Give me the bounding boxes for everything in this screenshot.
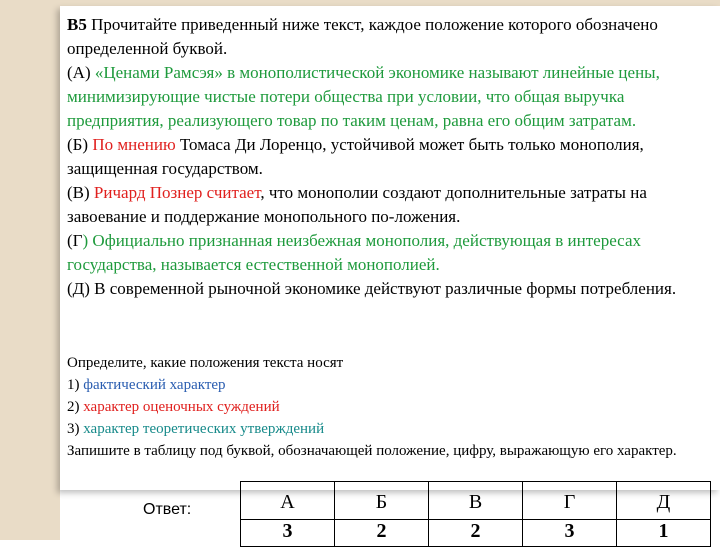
instructions-final: Запишите в таблицу под буквой, обозначающей положение, цифру, выражающую его характер.: [67, 443, 677, 459]
answer-header-cell: Г: [523, 482, 617, 520]
answer-value-cell[interactable]: 3: [241, 520, 335, 547]
statement-a: (А) «Ценами Рамсэя» в монополистической экономике называют линейные цены, минимизирующие чистые потери общества при условии, что общая выручка предприятия, реализующего товар по таким ценам, равна его общим затратам.: [67, 63, 660, 130]
answer-value-cell[interactable]: 1: [617, 520, 711, 547]
answer-value-cell[interactable]: 2: [335, 520, 429, 547]
option-2: 2) характер оценочных суждений: [67, 399, 280, 415]
answer-header-cell: Д: [617, 482, 711, 520]
instructions-intro: Определите, какие положения текста носят: [67, 355, 344, 371]
statement-c: (В) Ричард Познер считает, что монополии создают дополнительные затраты на завоевание и поддержание монопольного по-ложения.: [67, 183, 647, 226]
task-text: [67, 13, 717, 301]
answer-header-cell: Б: [335, 482, 429, 520]
answer-header-cell: В: [429, 482, 523, 520]
task-number: В5: [67, 15, 87, 34]
answer-value-cell[interactable]: 2: [429, 520, 523, 547]
option-1: 1) фактический характер: [67, 377, 226, 393]
statement-d: (Г) Официально признанная неизбежная монополия, действующая в интересах государства, называется естественной монополией.: [67, 231, 641, 274]
answer-value-cell[interactable]: 3: [523, 520, 617, 547]
statement-e: (Д) В современной рыночной экономике действуют различные формы потребления.: [67, 279, 677, 298]
left-background-strip: [0, 0, 60, 540]
answer-header-cell: А: [241, 482, 335, 520]
statement-b: (Б) По мнению Томаса Ди Лоренцо, устойчивой может быть только монополия, защищенная государством.: [67, 135, 644, 178]
task-lead: В5 Прочитайте приведенный ниже текст, каждое положение которого обозначено определенной буквой.: [67, 15, 658, 58]
option-3: 3) характер теоретических утверждений: [67, 421, 325, 437]
answer-table: [240, 481, 711, 547]
answer-value-row: [241, 520, 711, 547]
answer-label: Ответ:: [143, 501, 192, 518]
answer-header-row: [241, 482, 711, 520]
instructions: [67, 352, 717, 462]
